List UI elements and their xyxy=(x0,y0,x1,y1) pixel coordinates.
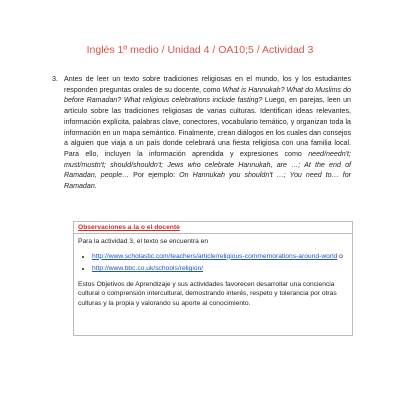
activity-text-2: Luego, en parejas, leen un artículo sobre las tradiciones religiosas de varias culturas. Identifican ideas relevantes, información explícita, palabras clave, conectores, vocabulario temático, y organizan toda la información en un mapa semántico. Finalmente, crean diálogos en los cuales dan consejos a alguien que viaja a un país donde celebrará una fiesta religiosa con una familia local. Para ello, incluyen la información aprendida y expresiones como xyxy=(64,96,351,158)
page-header xyxy=(0,44,400,56)
bbc-link[interactable]: http://www.bbc.co.uk/schools/religion/ xyxy=(92,265,204,273)
teacher-notes-closing: Estos Objetivos de Aprendizaje y sus actividades favorecen desarrollar una conciencia cultural o comprensión intercultural, demostrando interés, respeto y tolerancia por otras culturas y la propia y valorando su aporte al conocimiento. xyxy=(78,280,337,307)
activity-number: 3. xyxy=(52,75,58,83)
activity-questions: What is Hannukah? What do Muslims do before Ramadan? What religious celebrations include fasting? xyxy=(64,85,352,105)
teacher-notes-content xyxy=(74,234,352,317)
link-suffix: o xyxy=(337,252,343,260)
activity-section xyxy=(52,74,352,192)
teacher-notes-header xyxy=(74,222,352,234)
activity-text-4: . xyxy=(94,182,97,191)
resource-link-item xyxy=(92,252,348,262)
header-title: Inglés 1º medio / Unidad 4 / OA10;5 / Actividad 3 xyxy=(86,44,314,56)
activity-example: On Hannukah you shouldn't …; You need to… for Ramadan xyxy=(64,171,351,191)
activity-expressions: need/needn't; must/mustn't; should/shouldn't; Jews who celebrate Hannukah, are …; At the end of Ramadan, people… xyxy=(64,149,351,180)
teacher-notes-box xyxy=(73,221,353,336)
scholastic-link[interactable]: http://www.scholastic.com/teachers/article/religious-commemorations-around-world xyxy=(92,252,338,260)
activity-text-1: Antes de leer un texto sobre tradiciones religiosas en el mundo, los y los estudiantes responden preguntas orales de su docente, como xyxy=(64,75,351,94)
activity-paragraph xyxy=(64,74,351,192)
teacher-notes-title: Observaciones a la o el docente xyxy=(78,224,180,231)
resource-link-item xyxy=(92,264,348,274)
resource-links-list xyxy=(78,252,348,274)
activity-text-3: Por ejemplo: xyxy=(129,171,180,180)
teacher-notes-intro: Para la actividad 3, el texto se encuentra en xyxy=(78,238,209,245)
